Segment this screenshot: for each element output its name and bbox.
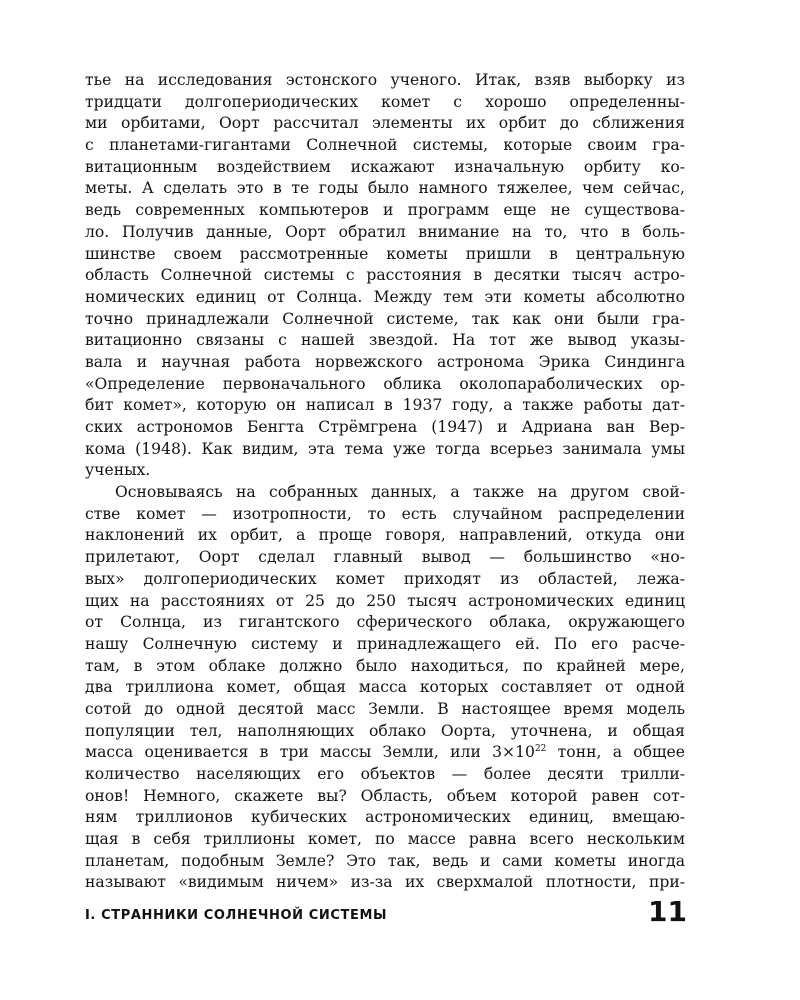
text-line: называют «видимым ничем» из-за их сверхмалой плотности, при- xyxy=(85,873,685,892)
running-footer-section-title: I. СТРАННИКИ СОЛНЕЧНОЙ СИСТЕМЫ xyxy=(85,908,388,923)
text-line: количество населяющих его объектов — более десяти трилли- xyxy=(85,765,685,783)
text-line: кома (1948). Как видим, эта тема уже тогда всерьез занимала умы xyxy=(85,439,685,458)
text-line: наклонений их орбит, а проще говоря, направлений, откуда они xyxy=(85,526,685,545)
text-line: ням триллионов кубических астрономических единиц, вмещаю- xyxy=(85,808,685,827)
exponent: 22 xyxy=(534,744,547,755)
text-fragment: масса оценивается в три массы Земли, или 3×10 xyxy=(85,743,535,762)
text-line: область Солнечной системы с расстояния в десятки тысяч астро- xyxy=(85,266,685,285)
text-line: шинстве своем рассмотренные кометы пришли в центральную xyxy=(85,244,685,263)
text-line: витационным воздействием искажают изначальную орбиту ко- xyxy=(85,157,685,176)
text-line: популяции тел, наполняющих облако Оорта, уточнена, и общая xyxy=(85,721,685,740)
text-line: ло. Получив данные, Оорт обратил внимание на то, что в боль- xyxy=(85,222,685,241)
text-line: там, в этом облаке должно было находиться, по крайней мере, xyxy=(85,656,685,675)
text-line: меты. А сделать это в те годы было намного тяжелее, чем сейчас, xyxy=(85,179,685,198)
text-line: ведь современных компьютеров и программ еще не существова- xyxy=(85,201,685,220)
text-line-with-exponent xyxy=(85,742,685,764)
text-line: два триллиона комет, общая масса которых составляет от одной xyxy=(85,678,685,697)
text-line: «Определение первоначального облика околопараболических ор- xyxy=(85,374,685,393)
text-line: планетам, подобным Земле? Это так, ведь и сами кометы иногда xyxy=(85,851,685,870)
text-line: тридцати долгопериодических комет с хорошо определенны- xyxy=(85,92,685,111)
page-number: 11 xyxy=(648,895,687,928)
text-line: онов! Немного, скажете вы? Область, объем которой равен сот- xyxy=(85,786,685,805)
text-line: бит комет», которую он написал в 1937 году, а также работы дат- xyxy=(85,396,685,415)
text-line: ми орбитами, Оорт рассчитал элементы их орбит до сближения xyxy=(85,114,685,133)
text-line: вых» долгопериодических комет приходят из областей, лежа- xyxy=(85,569,685,588)
text-line: ских астрономов Бенгта Стрёмгрена (1947) и Адриана ван Вер- xyxy=(85,418,685,436)
text-line: щая в себя триллионы комет, по массе равна всего нескольким xyxy=(85,830,685,849)
text-line: номических единиц от Солнца. Между тем эти кометы абсолютно xyxy=(85,287,685,306)
text-line: витационно связаны с нашей звездой. На тот же вывод указы- xyxy=(85,331,685,350)
text-line: с планетами-гигантами Солнечной системы, которые своим гра- xyxy=(85,136,685,155)
text-line: тье на исследования эстонского ученого. Итак, взяв выборку из xyxy=(85,71,685,89)
body-text xyxy=(85,70,685,894)
text-line: точно принадлежали Солнечной системе, так как они были гра- xyxy=(85,309,685,328)
text-line: нашу Солнечную систему и принадлежащего ей. По его расче- xyxy=(85,634,685,653)
text-line: вала и научная работа норвежского астронома Эрика Синдинга xyxy=(85,352,685,371)
text-line: сотой до одной десятой масс Земли. В настоящее время модель xyxy=(85,699,685,718)
text-line: прилетают, Оорт сделал главный вывод — большинство «но- xyxy=(85,548,685,567)
text-fragment: тонн, а общее xyxy=(546,743,685,762)
text-line: щих на расстояниях от 25 до 250 тысяч астрономических единиц xyxy=(85,591,685,610)
text-line: ученых. xyxy=(85,461,151,480)
text-line: стве комет — изотропности, то есть случайном распределении xyxy=(85,504,685,523)
text-line: от Солнца, из гигантского сферического облака, окружающего xyxy=(85,613,685,632)
paragraph-start-line: Основываясь на собранных данных, а также на другом свой- xyxy=(115,483,685,502)
